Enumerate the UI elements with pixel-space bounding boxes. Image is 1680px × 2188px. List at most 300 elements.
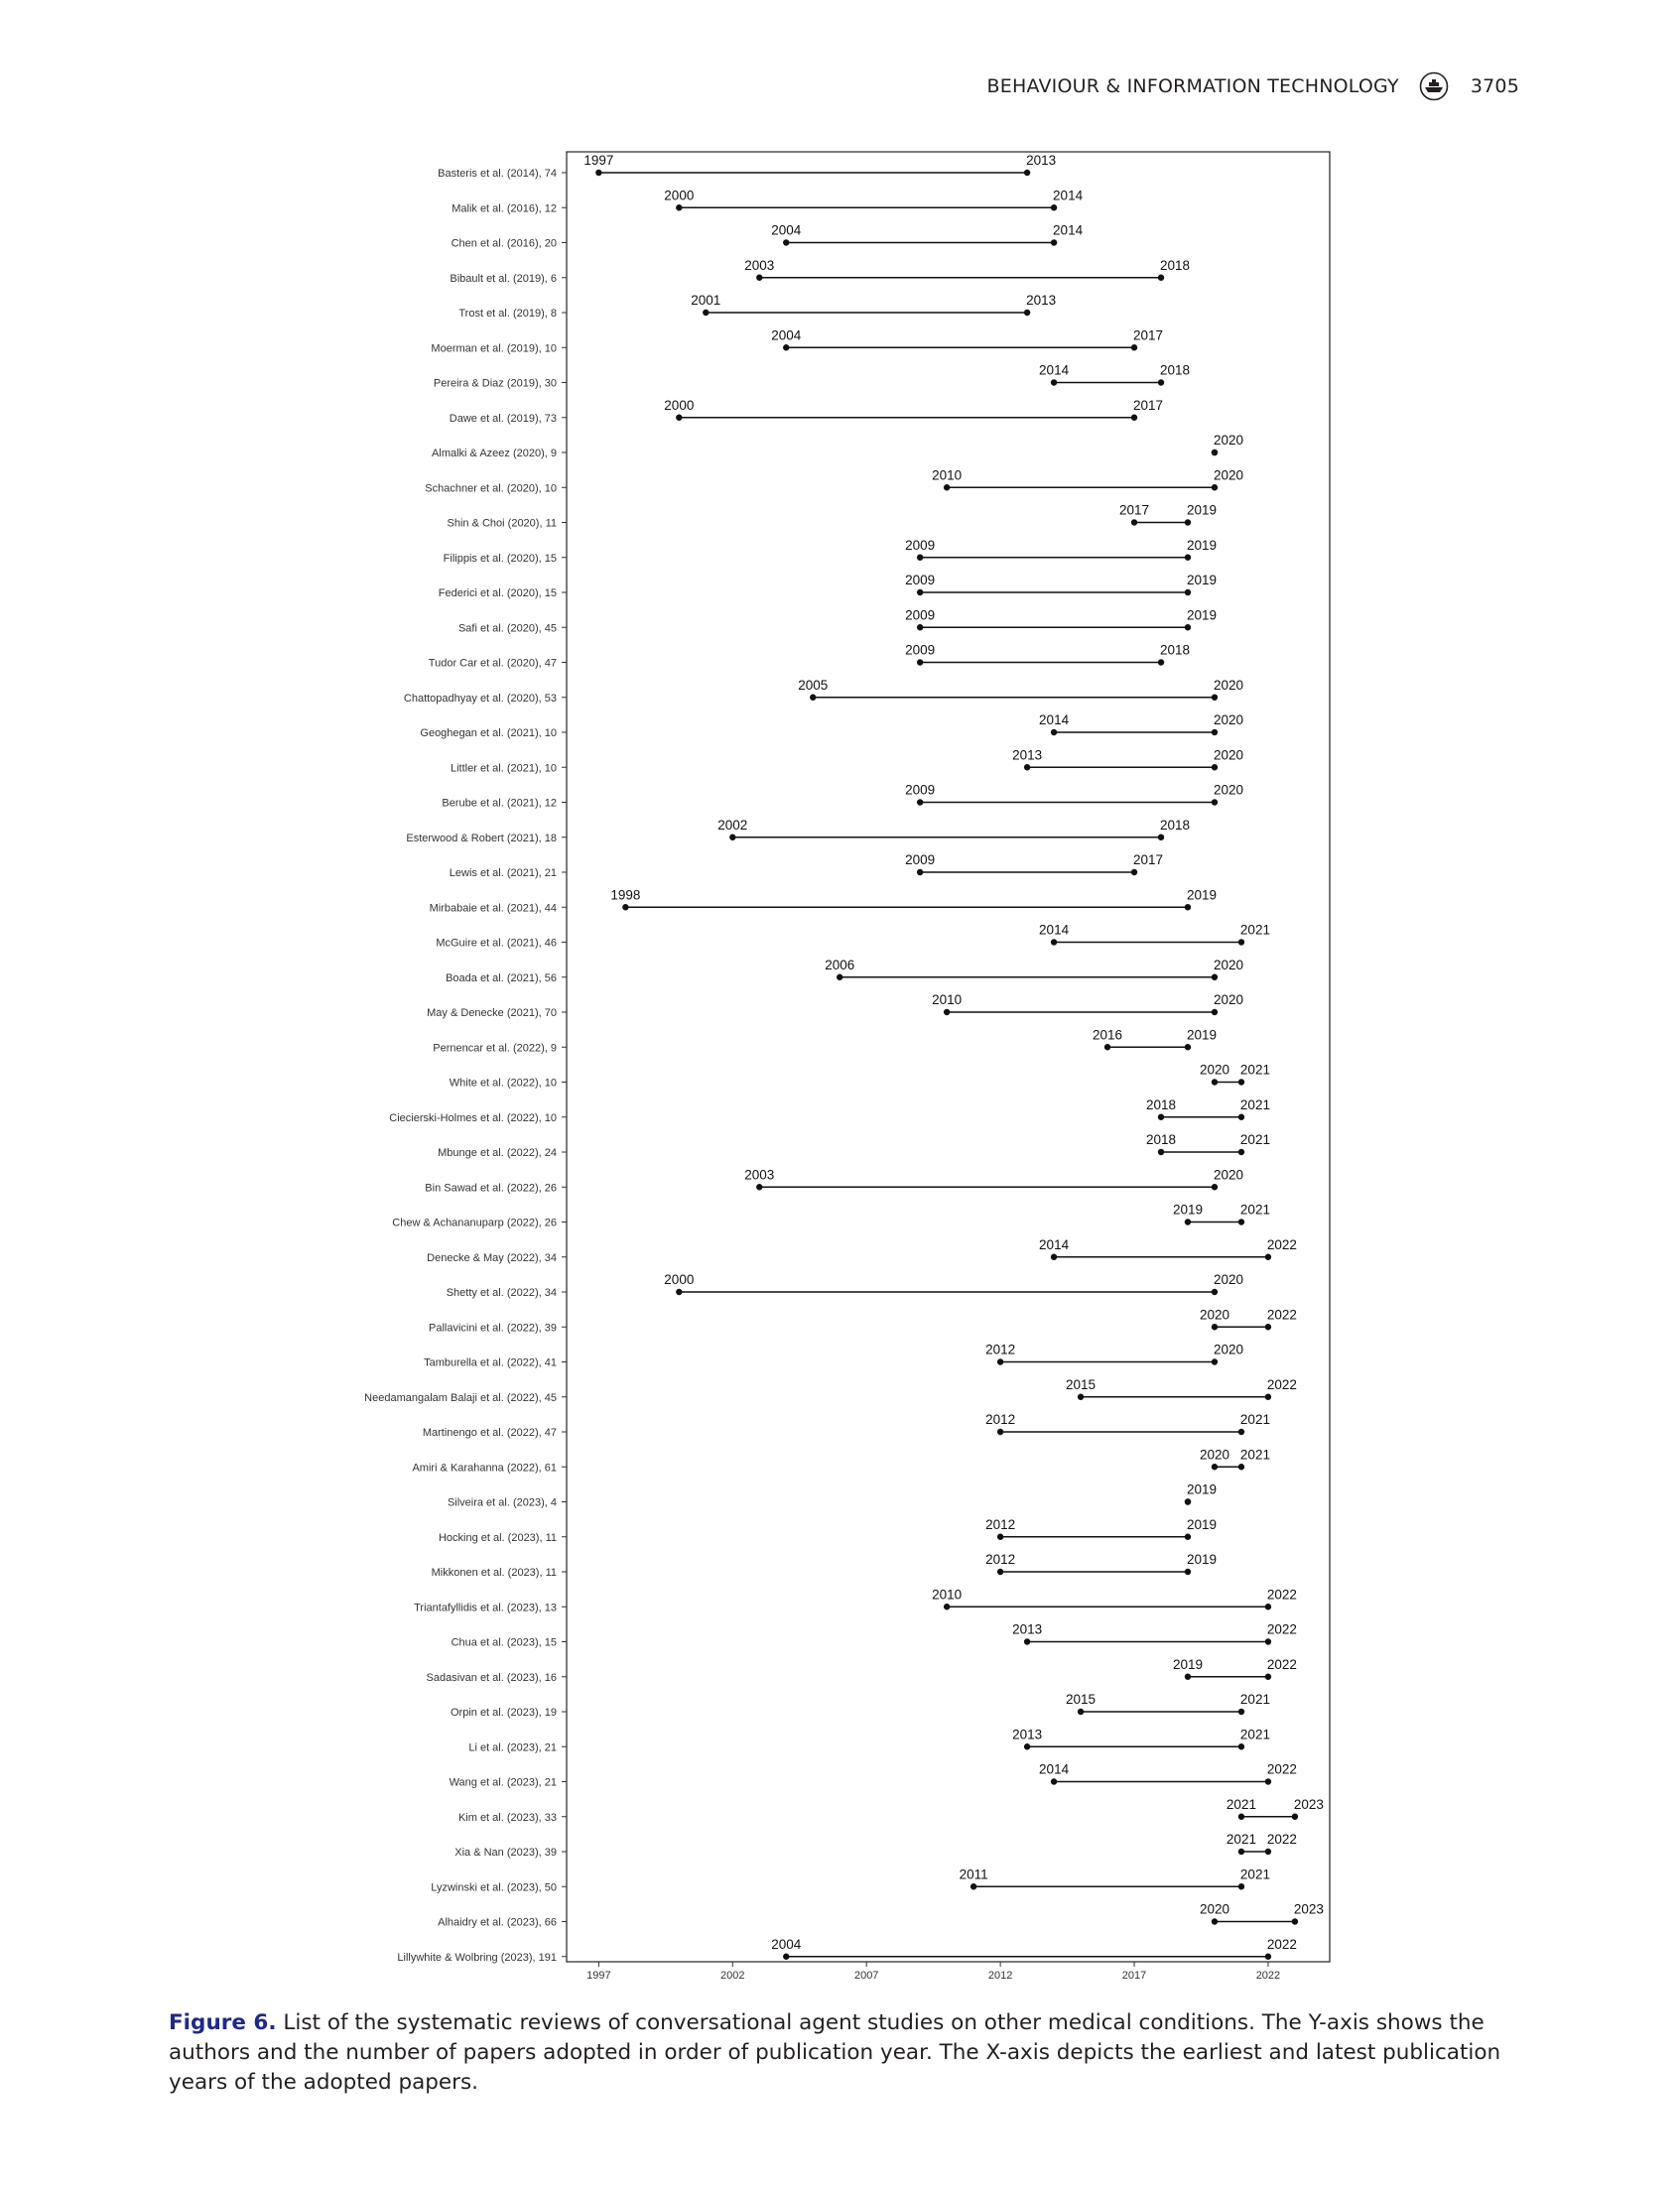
- chart-row: [404, 678, 1243, 705]
- chart-row: [450, 1762, 1297, 1789]
- end-point: [1158, 835, 1164, 840]
- end-point: [1238, 1079, 1244, 1085]
- row-label: Berube et al. (2021), 12: [442, 797, 557, 810]
- end-point: [1051, 204, 1057, 210]
- start-year-label: 2009: [905, 642, 936, 658]
- end-year-label: 2018: [1159, 362, 1191, 378]
- chart-row: [432, 433, 1243, 459]
- end-year-label: 2017: [1133, 397, 1164, 413]
- end-year-label: 2022: [1266, 1307, 1297, 1323]
- start-point: [1024, 1638, 1030, 1644]
- start-point: [837, 974, 842, 980]
- chart-row: [458, 607, 1217, 634]
- row-label: McGuire et al. (2021), 46: [436, 937, 557, 950]
- start-point: [1078, 1709, 1084, 1715]
- x-tick-label: 1997: [586, 1970, 611, 1982]
- start-point: [676, 415, 682, 421]
- end-year-label: 2020: [1213, 747, 1243, 763]
- start-point: [756, 275, 762, 281]
- end-year-label: 2019: [1186, 887, 1218, 903]
- start-point: [917, 799, 923, 805]
- start-point: [917, 659, 923, 665]
- start-point: [1212, 1918, 1218, 1924]
- end-point: [1212, 799, 1218, 805]
- chart-row: [392, 1203, 1270, 1229]
- end-year-label: 2023: [1293, 1796, 1324, 1812]
- start-year-label: 1998: [610, 887, 641, 903]
- start-year-label: 2019: [1172, 1202, 1204, 1218]
- start-year-label: 2006: [825, 957, 855, 972]
- start-point: [783, 344, 789, 350]
- end-point: [1131, 344, 1137, 350]
- row-label: Denecke & May (2022), 34: [427, 1251, 557, 1264]
- chart-row: [439, 573, 1217, 599]
- start-point: [1051, 939, 1057, 945]
- start-year-label: 2010: [932, 1587, 963, 1603]
- journal-title: BEHAVIOUR & INFORMATION TECHNOLOGY: [986, 75, 1399, 97]
- start-year-label: 2012: [985, 1516, 1016, 1532]
- end-year-label: 2020: [1213, 992, 1243, 1007]
- row-label: Bibault et al. (2019), 6: [450, 272, 557, 285]
- start-point: [917, 555, 923, 561]
- start-point: [756, 1184, 762, 1190]
- end-point: [1185, 1569, 1191, 1575]
- start-point: [917, 869, 923, 875]
- end-year-label: 2022: [1266, 1936, 1297, 1952]
- start-year-label: 2000: [664, 1272, 695, 1287]
- row-label: Geoghegan et al. (2021), 10: [420, 727, 557, 739]
- start-point: [622, 904, 628, 910]
- start-year-label: 2012: [985, 1552, 1016, 1567]
- chart-row: [431, 327, 1163, 354]
- row-label: Tamburella et al. (2022), 41: [424, 1356, 557, 1369]
- end-year-label: 2020: [1213, 712, 1243, 727]
- end-year-label: 2023: [1293, 1901, 1324, 1917]
- row-label: Lewis et al. (2021), 21: [449, 867, 557, 879]
- chart-row: [450, 398, 1163, 425]
- chart-row: [423, 1412, 1270, 1439]
- end-year-label: 2014: [1053, 188, 1084, 203]
- end-year-label: 2021: [1239, 922, 1270, 938]
- end-point: [1158, 379, 1164, 385]
- chart-row: [438, 1902, 1324, 1929]
- row-label: Xia & Nan (2023), 39: [454, 1847, 557, 1859]
- end-year-label: 2020: [1213, 782, 1243, 798]
- start-point: [1051, 1254, 1057, 1260]
- start-year-label: 2004: [771, 327, 802, 343]
- chart-row: [442, 783, 1243, 810]
- end-year-label: 2013: [1026, 153, 1057, 168]
- chart-row: [412, 1447, 1270, 1474]
- chart-row: [431, 1866, 1270, 1893]
- end-point: [1185, 904, 1191, 910]
- chart-row: [468, 1727, 1270, 1753]
- end-point: [1238, 1429, 1244, 1435]
- start-point: [1212, 1464, 1218, 1470]
- row-label: Basteris et al. (2014), 74: [438, 168, 557, 180]
- start-year-label: 2013: [1012, 747, 1043, 763]
- end-year-label: 2021: [1239, 1727, 1270, 1742]
- row-label: Lyzwinski et al. (2023), 50: [431, 1881, 557, 1894]
- row-label: Alhaidry et al. (2023), 66: [438, 1916, 557, 1929]
- start-year-label: 2011: [959, 1866, 988, 1882]
- start-year-label: 2015: [1066, 1692, 1097, 1707]
- end-point: [1265, 1778, 1271, 1784]
- end-year-label: 2017: [1133, 852, 1164, 867]
- row-label: Chen et al. (2016), 20: [451, 237, 557, 250]
- end-year-label: 2019: [1186, 1027, 1218, 1043]
- caption-label: Figure 6.: [169, 2010, 277, 2035]
- start-year-label: 2009: [905, 537, 936, 553]
- start-point: [1158, 1149, 1164, 1155]
- chart-row: [425, 467, 1243, 494]
- start-point: [997, 1534, 1003, 1540]
- end-year-label: 2020: [1213, 1167, 1243, 1183]
- chart-row: [451, 1692, 1270, 1719]
- row-label: Federici et al. (2020), 15: [438, 587, 557, 599]
- start-year-label: 2014: [1039, 712, 1070, 727]
- start-year-label: 2020: [1199, 1307, 1229, 1323]
- chart-row: [438, 153, 1056, 180]
- chart-row: [364, 1377, 1297, 1404]
- row-label: May & Denecke (2021), 70: [427, 1007, 557, 1019]
- start-point: [676, 204, 682, 210]
- chart-row: [432, 1552, 1217, 1579]
- end-year-label: 2020: [1213, 433, 1243, 448]
- start-year-label: 2017: [1119, 502, 1150, 518]
- chart-row: [452, 1622, 1297, 1649]
- end-point: [1212, 764, 1218, 770]
- start-point: [1051, 729, 1057, 735]
- chart-row: [429, 643, 1190, 670]
- start-point: [970, 1883, 976, 1889]
- start-point: [1238, 1814, 1244, 1820]
- start-year-label: 2010: [932, 992, 963, 1007]
- row-label: Wang et al. (2023), 21: [449, 1776, 557, 1789]
- start-year-label: 2010: [932, 467, 963, 483]
- end-point: [1158, 275, 1164, 281]
- end-point: [1212, 974, 1218, 980]
- chart-row: [424, 1343, 1243, 1369]
- end-year-label: 2020: [1213, 957, 1243, 972]
- x-tick-label: 2022: [1255, 1970, 1281, 1982]
- end-point: [1185, 1044, 1191, 1050]
- start-year-label: 2014: [1039, 1761, 1070, 1777]
- end-point: [1185, 1498, 1191, 1504]
- end-year-label: 2020: [1213, 677, 1243, 693]
- end-point: [1265, 1849, 1271, 1855]
- start-year-label: 2005: [798, 677, 829, 693]
- chart-row: [434, 363, 1190, 390]
- row-label: Mirbabaie et al. (2021), 44: [429, 902, 557, 915]
- start-year-label: 2021: [1226, 1832, 1256, 1847]
- chart-row: [436, 923, 1270, 950]
- row-label: Dawe et al. (2019), 73: [449, 412, 557, 425]
- start-year-label: 2009: [905, 573, 936, 587]
- end-year-label: 2022: [1266, 1236, 1297, 1252]
- start-year-label: 2001: [691, 293, 721, 308]
- start-point: [944, 1009, 950, 1015]
- end-year-label: 2019: [1186, 502, 1218, 518]
- end-year-label: 2021: [1239, 1692, 1270, 1707]
- end-year-label: 2022: [1266, 1832, 1297, 1847]
- end-point: [1024, 310, 1030, 316]
- end-point: [1292, 1918, 1298, 1924]
- end-year-label: 2022: [1266, 1621, 1297, 1637]
- end-year-label: 2014: [1053, 222, 1084, 238]
- start-year-label: 2012: [985, 1342, 1016, 1357]
- start-point: [1212, 1079, 1218, 1085]
- start-year-label: 2013: [1012, 1621, 1043, 1637]
- end-point: [1185, 555, 1191, 561]
- chart-row: [450, 852, 1163, 879]
- row-label: Needamangalam Balaji et al. (2022), 45: [364, 1391, 557, 1404]
- start-point: [1024, 1743, 1030, 1749]
- start-point: [810, 695, 816, 701]
- end-point: [1265, 1394, 1271, 1400]
- end-point: [1292, 1814, 1298, 1820]
- end-point: [1212, 1358, 1218, 1364]
- end-point: [1265, 1604, 1271, 1609]
- start-point: [944, 484, 950, 490]
- start-point: [783, 239, 789, 245]
- start-point: [944, 1604, 950, 1609]
- end-point: [1185, 589, 1191, 595]
- end-year-label: 2022: [1266, 1587, 1297, 1603]
- start-point: [1024, 764, 1030, 770]
- row-label: Sadasivan et al. (2023), 16: [426, 1671, 557, 1684]
- chart-row: [427, 992, 1243, 1019]
- start-year-label: 2016: [1093, 1027, 1123, 1043]
- row-label: Bin Sawad et al. (2022), 26: [425, 1182, 557, 1195]
- start-point: [1078, 1394, 1084, 1400]
- start-year-label: 2003: [744, 1167, 775, 1183]
- end-year-label: 2019: [1186, 607, 1218, 623]
- start-point: [1185, 1219, 1191, 1224]
- end-year-label: 2020: [1213, 1342, 1243, 1357]
- start-point: [1212, 1324, 1218, 1330]
- end-point: [1238, 1709, 1244, 1715]
- row-label: Shin & Choi (2020), 11: [447, 517, 557, 530]
- start-point: [1158, 1114, 1164, 1120]
- end-year-label: 2019: [1186, 1481, 1218, 1497]
- start-year-label: 2013: [1012, 1727, 1043, 1742]
- x-tick-label: 2002: [720, 1970, 745, 1982]
- end-point: [1185, 1534, 1191, 1540]
- row-label: Li et al. (2023), 21: [468, 1741, 557, 1754]
- row-label: Pallavicini et al. (2022), 39: [428, 1322, 557, 1335]
- start-year-label: 2014: [1039, 922, 1070, 938]
- chart-row: [414, 1587, 1297, 1613]
- row-label: Almalki & Azeez (2020), 9: [432, 448, 557, 459]
- row-label: Chua et al. (2023), 15: [451, 1636, 557, 1649]
- page-number: 3705: [1470, 75, 1519, 97]
- chart-row: [448, 503, 1218, 530]
- row-label: Moerman et al. (2019), 10: [431, 342, 557, 355]
- row-label: Boada et al. (2021), 56: [446, 971, 557, 984]
- end-point: [1212, 1184, 1218, 1190]
- end-point: [1265, 1638, 1271, 1644]
- row-label: Triantafyllidis et al. (2023), 13: [414, 1602, 557, 1614]
- end-point: [1131, 869, 1137, 875]
- end-year-label: 2021: [1239, 1062, 1270, 1078]
- chart-row: [406, 818, 1190, 844]
- chart-row: [420, 712, 1243, 739]
- start-point: [1051, 379, 1057, 385]
- start-point: [1104, 1044, 1110, 1050]
- end-year-label: 2021: [1239, 1866, 1270, 1882]
- end-year-label: 2020: [1213, 1272, 1243, 1287]
- end-point: [1212, 729, 1218, 735]
- start-year-label: 2012: [985, 1412, 1016, 1427]
- chart-row: [389, 1097, 1270, 1124]
- end-year-label: 2022: [1266, 1376, 1297, 1392]
- start-point: [1131, 519, 1137, 525]
- end-point: [1238, 1464, 1244, 1470]
- start-point: [1185, 1674, 1191, 1680]
- row-label: White et al. (2022), 10: [449, 1077, 557, 1090]
- end-point: [1238, 1883, 1244, 1889]
- chart-row: [450, 258, 1190, 285]
- start-year-label: 2004: [771, 222, 802, 238]
- chart-row: [427, 1657, 1297, 1684]
- x-tick-label: 2012: [987, 1970, 1013, 1982]
- end-year-label: 2021: [1239, 1447, 1270, 1463]
- row-label: Chattopadhyay et al. (2020), 53: [403, 692, 557, 705]
- row-label: Kim et al. (2023), 33: [457, 1811, 557, 1824]
- end-point: [1131, 415, 1137, 421]
- start-year-label: 2020: [1199, 1901, 1229, 1917]
- end-point: [1238, 1114, 1244, 1120]
- end-year-label: 2020: [1213, 467, 1243, 483]
- row-label: Lillywhite & Wolbring (2023), 191: [397, 1951, 557, 1964]
- chart-row: [425, 1167, 1243, 1194]
- start-point: [1051, 1778, 1057, 1784]
- chart-row: [427, 1237, 1297, 1264]
- end-point: [1265, 1324, 1271, 1330]
- end-year-label: 2022: [1266, 1656, 1297, 1672]
- start-year-label: 2004: [771, 1936, 802, 1952]
- start-year-label: 2009: [905, 852, 936, 867]
- start-point: [997, 1569, 1003, 1575]
- chart-row: [458, 293, 1056, 320]
- start-year-label: 2018: [1145, 1132, 1177, 1147]
- row-label: Silveira et al. (2023), 4: [447, 1496, 557, 1509]
- start-year-label: 2015: [1066, 1376, 1097, 1392]
- end-point: [1212, 695, 1218, 701]
- start-year-label: 2000: [664, 188, 695, 203]
- end-point: [1051, 239, 1057, 245]
- chart-row: [451, 747, 1243, 774]
- row-label: Safi et al. (2020), 45: [457, 622, 557, 635]
- end-point: [1265, 1674, 1271, 1680]
- row-label: Shetty et al. (2022), 34: [446, 1287, 557, 1299]
- end-point: [1212, 484, 1218, 490]
- chart-row: [454, 1832, 1297, 1859]
- end-point: [1265, 1254, 1271, 1260]
- chart-row: [429, 1307, 1297, 1334]
- end-year-label: 2022: [1266, 1761, 1297, 1777]
- end-point: [1238, 1219, 1244, 1224]
- start-year-label: 2020: [1199, 1062, 1229, 1078]
- chart-row: [433, 1027, 1217, 1054]
- end-year-label: 2019: [1186, 537, 1218, 553]
- chart-row: [444, 538, 1217, 565]
- end-year-label: 2017: [1133, 327, 1164, 343]
- start-point: [917, 589, 923, 595]
- chart-row: [452, 223, 1084, 250]
- end-year-label: 2019: [1186, 1552, 1218, 1567]
- start-year-label: 2000: [664, 397, 695, 413]
- row-label: Hocking et al. (2023), 11: [438, 1531, 557, 1544]
- end-point: [1238, 1743, 1244, 1749]
- end-point: [1158, 659, 1164, 665]
- end-point: [1212, 1009, 1218, 1015]
- chart-row: [448, 1482, 1217, 1509]
- start-year-label: 2003: [744, 257, 775, 273]
- end-year-label: 2019: [1186, 573, 1218, 587]
- end-point: [1212, 450, 1218, 455]
- start-point: [1238, 1849, 1244, 1855]
- chart-row: [439, 1517, 1217, 1544]
- start-point: [783, 1954, 789, 1960]
- end-year-label: 2018: [1159, 817, 1191, 833]
- end-year-label: 2021: [1239, 1202, 1270, 1218]
- row-label: Ciecierski-Holmes et al. (2022), 10: [389, 1111, 557, 1124]
- start-year-label: 2014: [1039, 362, 1070, 378]
- row-label: Trost et al. (2019), 8: [458, 308, 557, 320]
- end-year-label: 2018: [1159, 642, 1191, 658]
- caption-text: List of the systematic reviews of conversational agent studies on other medical conditions. The Y-axis shows the authors and the number of papers adopted in order of publication year. The X-axis depicts the earliest and latest publication years of the adopted papers.: [169, 2010, 1501, 2095]
- plot-frame: [567, 152, 1330, 1962]
- end-point: [1238, 1149, 1244, 1155]
- row-label: Martinengo et al. (2022), 47: [422, 1427, 557, 1439]
- row-label: Malik et al. (2016), 12: [452, 202, 557, 215]
- end-year-label: 2021: [1239, 1132, 1270, 1147]
- start-point: [997, 1358, 1003, 1364]
- end-year-label: 2013: [1026, 293, 1057, 308]
- figure-caption: [169, 2008, 1520, 2098]
- row-label: Littler et al. (2021), 10: [450, 762, 557, 775]
- chart-row: [430, 887, 1217, 914]
- row-label: Filippis et al. (2020), 15: [443, 552, 557, 565]
- row-label: Amiri & Karahanna (2022), 61: [412, 1462, 557, 1475]
- start-year-label: 2014: [1039, 1236, 1070, 1252]
- end-point: [1265, 1954, 1271, 1960]
- row-label: Orpin et al. (2023), 19: [450, 1707, 557, 1719]
- chart-row: [438, 1132, 1270, 1159]
- end-point: [1185, 624, 1191, 630]
- x-tick-label: 2007: [853, 1970, 879, 1982]
- start-year-label: 2019: [1172, 1656, 1204, 1672]
- end-point: [1238, 939, 1244, 945]
- end-year-label: 2019: [1186, 1516, 1218, 1532]
- chart-row: [447, 1272, 1243, 1299]
- end-point: [1024, 170, 1030, 176]
- row-label: Pernencar et al. (2022), 9: [433, 1042, 557, 1055]
- start-year-label: 2009: [905, 607, 936, 623]
- chart-row: [450, 1063, 1270, 1090]
- row-label: Tudor Car et al. (2020), 47: [428, 657, 557, 670]
- row-label: Pereira & Diaz (2019), 30: [433, 377, 557, 390]
- row-label: Mbunge et al. (2022), 24: [438, 1147, 557, 1159]
- chart-row: [397, 1937, 1297, 1964]
- row-label: Chew & Achananuparp (2022), 26: [392, 1217, 557, 1229]
- end-point: [1185, 519, 1191, 525]
- chart-row: [452, 188, 1083, 214]
- start-point: [703, 310, 709, 316]
- start-year-label: 2009: [905, 782, 936, 798]
